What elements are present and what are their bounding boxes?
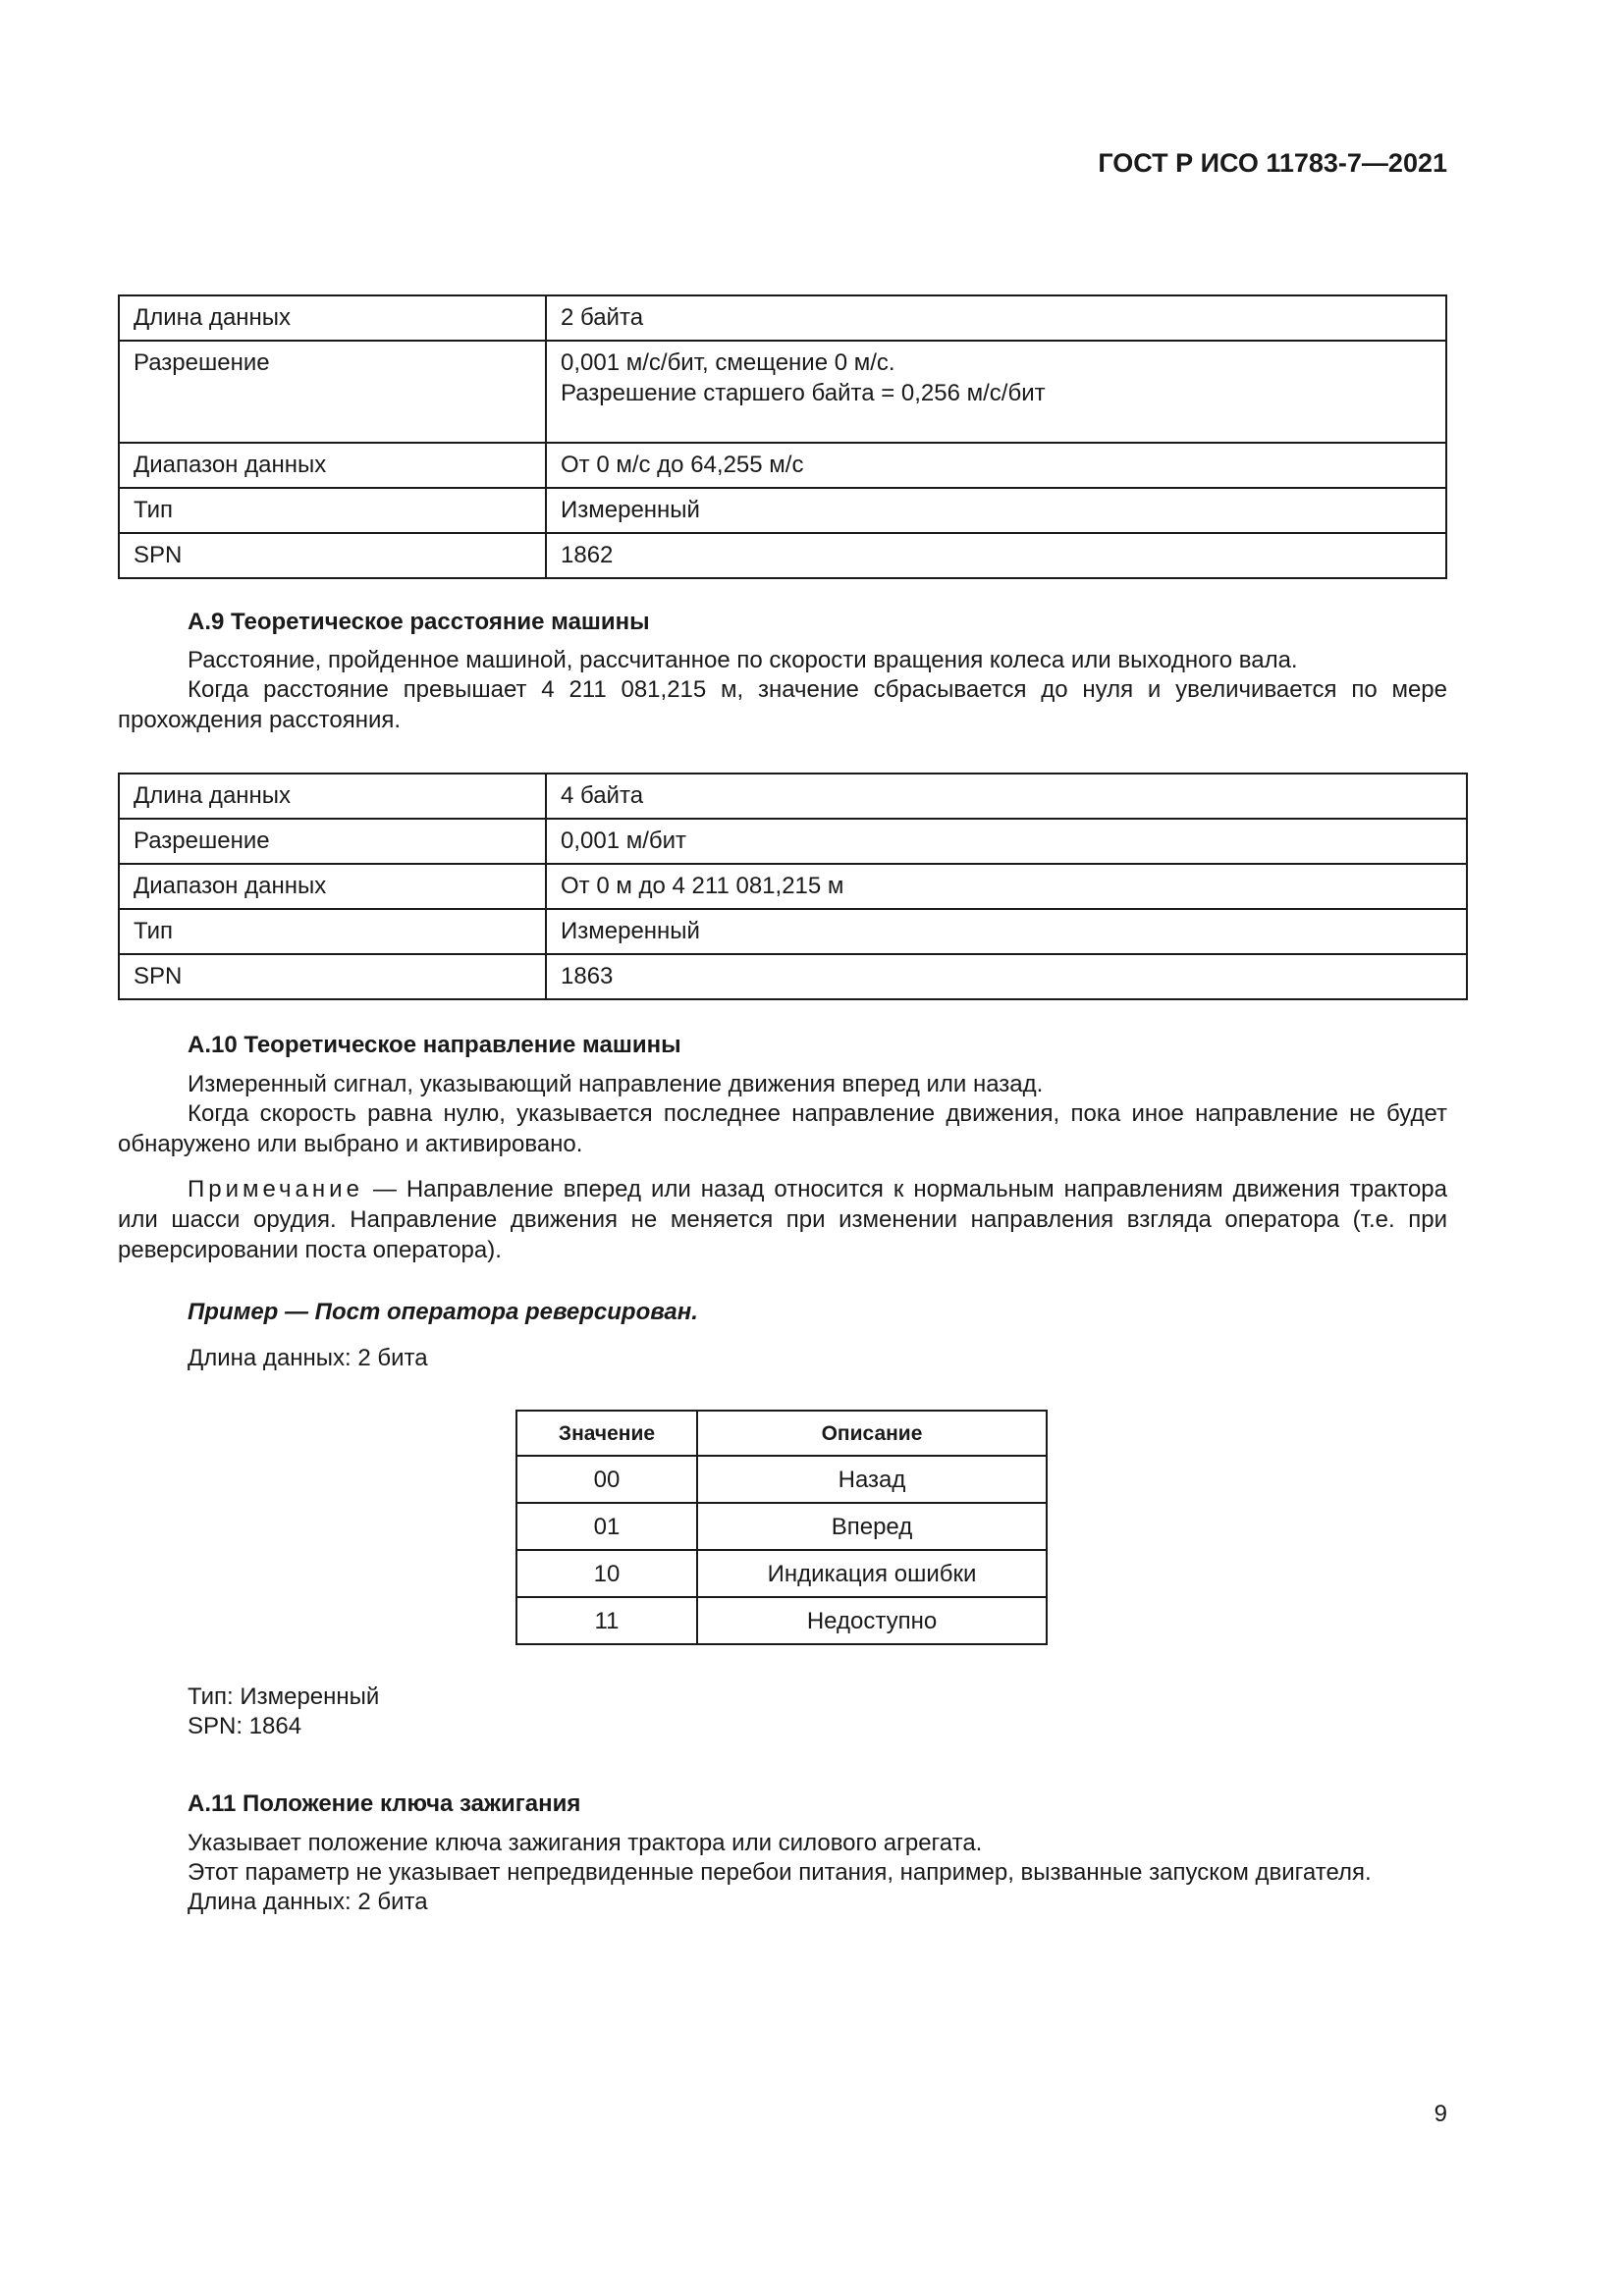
param-value-line: Разрешение старшего байта = 0,256 м/с/бит xyxy=(561,380,1046,406)
param-key: Диапазон данных xyxy=(119,864,546,909)
value-cell: 00 xyxy=(516,1456,697,1503)
type-line: Тип: Измеренный xyxy=(188,1683,380,1710)
direction-value-table xyxy=(515,1410,1048,1645)
param-key: SPN xyxy=(119,533,546,578)
param-key: Длина данных xyxy=(119,295,546,341)
param-value: От 0 м/с до 64,255 м/с xyxy=(546,443,1446,488)
table-row xyxy=(516,1503,1047,1550)
table-header-row xyxy=(516,1411,1047,1456)
table-row xyxy=(119,443,1446,488)
standard-code: ГОСТ Р ИСО 11783-7—2021 xyxy=(1098,148,1447,178)
value-cell: 11 xyxy=(516,1597,697,1644)
page-number: 9 xyxy=(1434,2101,1447,2127)
body-text: Расстояние, пройденное машиной, рассчитанное по скорости вращения колеса или выходного вала. xyxy=(188,647,1298,673)
param-key: Разрешение xyxy=(119,341,546,443)
param-value: 0,001 м/бит xyxy=(546,819,1467,864)
param-value: 2 байта xyxy=(546,295,1446,341)
param-key: Тип xyxy=(119,909,546,954)
table-row xyxy=(119,533,1446,578)
param-value: 1863 xyxy=(546,954,1467,999)
param-value-line: 0,001 м/с/бит, смещение 0 м/с. xyxy=(561,349,895,376)
note-text: — Направление вперед или назад относится к нормальным направлениям движения трактора или шасси орудия. Направление движения не меняется при изменении направления взгляда оператора (т.е. при реверсировании поста оператора). xyxy=(118,1176,1447,1263)
table-row xyxy=(119,341,1446,443)
body-text: Измеренный сигнал, указывающий направление движения вперед или назад. xyxy=(188,1071,1044,1097)
param-key: Длина данных xyxy=(119,774,546,819)
table-row xyxy=(119,864,1467,909)
section-heading: А.10 Теоретическое направление машины xyxy=(188,1032,681,1058)
speed-parameter-table xyxy=(118,294,1447,579)
note-label: Примечание xyxy=(188,1176,363,1202)
example-text: Пример — Пост оператора реверсирован. xyxy=(188,1299,698,1325)
body-paragraph: Когда скорость равна нулю, указывается последнее направление движения, пока иное направление не будет обнаружено или выбрано и активировано. xyxy=(118,1100,1447,1157)
body-text: Этот параметр не указывает непредвиденные перебои питания, например, вызванные запуском двигателя. xyxy=(188,1859,1372,1886)
description-cell: Недоступно xyxy=(697,1597,1047,1644)
param-value: 4 байта xyxy=(546,774,1467,819)
description-cell: Индикация ошибки xyxy=(697,1550,1047,1597)
table-row xyxy=(119,819,1467,864)
section-heading: А.9 Теоретическое расстояние машины xyxy=(188,609,650,635)
param-key: Разрешение xyxy=(119,819,546,864)
body-text: Длина данных: 2 бита xyxy=(188,1889,428,1915)
value-cell: 01 xyxy=(516,1503,697,1550)
table-row xyxy=(119,295,1446,341)
param-value: 1862 xyxy=(546,533,1446,578)
param-value: Измеренный xyxy=(546,909,1467,954)
description-cell: Назад xyxy=(697,1456,1047,1503)
description-cell: Вперед xyxy=(697,1503,1047,1550)
table-row xyxy=(516,1456,1047,1503)
table-row xyxy=(119,774,1467,819)
param-key: Тип xyxy=(119,488,546,533)
body-text: Указывает положение ключа зажигания трактора или силового агрегата. xyxy=(188,1830,983,1856)
table-row xyxy=(119,954,1467,999)
table-row xyxy=(516,1597,1047,1644)
column-header: Описание xyxy=(697,1411,1047,1456)
param-key: Диапазон данных xyxy=(119,443,546,488)
column-header: Значение xyxy=(516,1411,697,1456)
section-heading: А.11 Положение ключа зажигания xyxy=(188,1790,581,1817)
param-value: Измеренный xyxy=(546,488,1446,533)
distance-parameter-table xyxy=(118,773,1468,1000)
spn-line: SPN: 1864 xyxy=(188,1713,302,1739)
param-key: SPN xyxy=(119,954,546,999)
table-row xyxy=(119,488,1446,533)
param-value: От 0 м до 4 211 081,215 м xyxy=(546,864,1467,909)
table-row xyxy=(516,1550,1047,1597)
body-paragraph: Когда расстояние превышает 4 211 081,215 м, значение сбрасывается до нуля и увеличивается по мере прохождения расстояния. xyxy=(118,676,1447,733)
param-value xyxy=(546,341,1446,443)
note-paragraph xyxy=(118,1174,1447,1265)
body-text: Длина данных: 2 бита xyxy=(188,1345,428,1371)
value-cell: 10 xyxy=(516,1550,697,1597)
table-row xyxy=(119,909,1467,954)
